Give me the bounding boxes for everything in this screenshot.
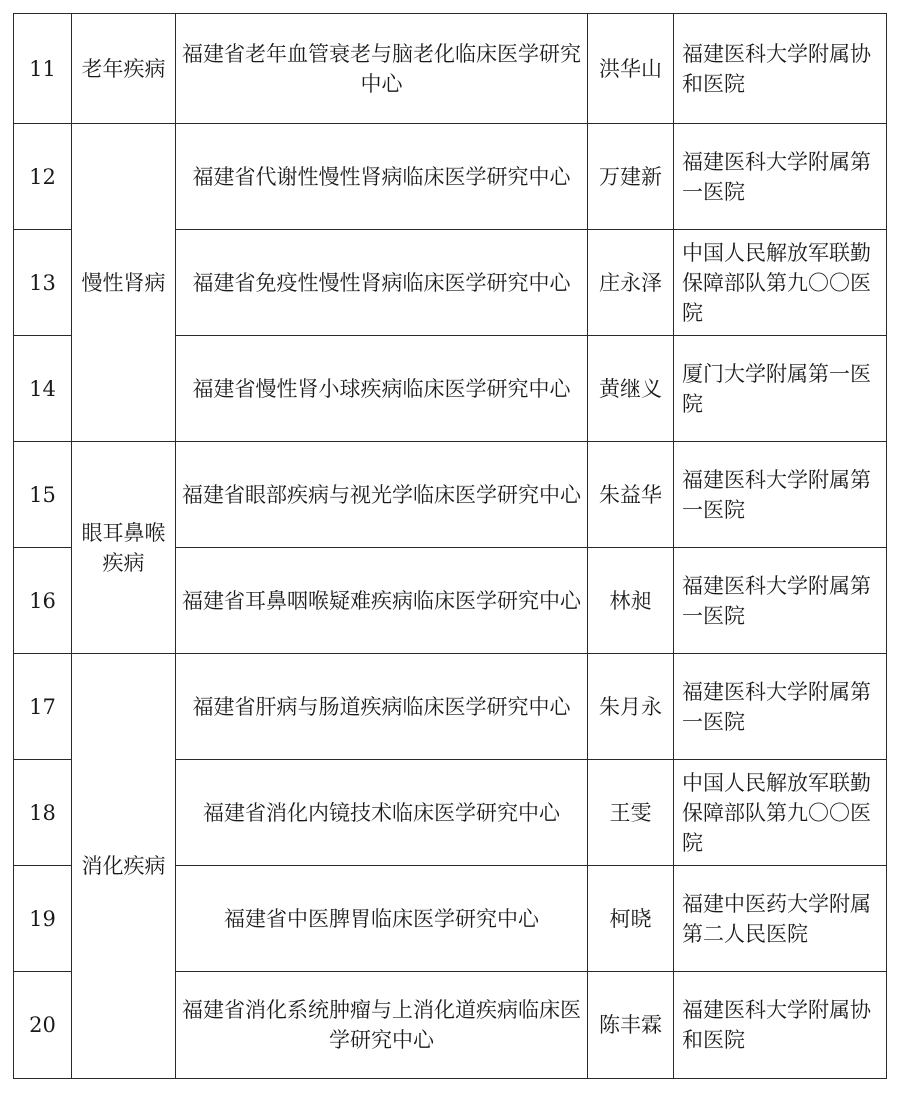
lead-person: 洪华山 [588, 14, 674, 124]
lead-person: 柯晓 [588, 866, 674, 972]
host-institution: 中国人民解放军联勤保障部队第九〇〇医院 [674, 230, 887, 336]
row-number: 12 [14, 124, 72, 230]
host-institution: 福建医科大学附属第一医院 [674, 548, 887, 654]
lead-person: 黄继义 [588, 336, 674, 442]
lead-person: 王雯 [588, 760, 674, 866]
host-institution: 厦门大学附属第一医院 [674, 336, 887, 442]
table-row [14, 14, 887, 124]
row-number: 16 [14, 548, 72, 654]
host-institution: 福建医科大学附属协和医院 [674, 14, 887, 124]
disease-category: 消化疾病 [72, 654, 176, 1079]
host-institution: 福建医科大学附属协和医院 [674, 972, 887, 1079]
lead-person: 庄永泽 [588, 230, 674, 336]
center-name: 福建省消化内镜技术临床医学研究中心 [176, 760, 588, 866]
host-institution: 福建医科大学附属第一医院 [674, 442, 887, 548]
disease-category: 老年疾病 [72, 14, 176, 124]
center-name: 福建省老年血管衰老与脑老化临床医学研究中心 [176, 14, 588, 124]
row-number: 17 [14, 654, 72, 760]
host-institution: 福建医科大学附属第一医院 [674, 124, 887, 230]
research-center-table [13, 13, 887, 1079]
disease-category: 眼耳鼻喉疾病 [72, 442, 176, 654]
center-name: 福建省中医脾胃临床医学研究中心 [176, 866, 588, 972]
row-number: 15 [14, 442, 72, 548]
lead-person: 朱益华 [588, 442, 674, 548]
lead-person: 万建新 [588, 124, 674, 230]
row-number: 18 [14, 760, 72, 866]
host-institution: 中国人民解放军联勤保障部队第九〇〇医院 [674, 760, 887, 866]
host-institution: 福建中医药大学附属第二人民医院 [674, 866, 887, 972]
center-name: 福建省代谢性慢性肾病临床医学研究中心 [176, 124, 588, 230]
row-number: 11 [14, 14, 72, 124]
host-institution: 福建医科大学附属第一医院 [674, 654, 887, 760]
row-number: 19 [14, 866, 72, 972]
row-number: 14 [14, 336, 72, 442]
center-name: 福建省免疫性慢性肾病临床医学研究中心 [176, 230, 588, 336]
lead-person: 朱月永 [588, 654, 674, 760]
center-name: 福建省眼部疾病与视光学临床医学研究中心 [176, 442, 588, 548]
center-name: 福建省消化系统肿瘤与上消化道疾病临床医学研究中心 [176, 972, 588, 1079]
table-row [14, 442, 887, 548]
table-row [14, 124, 887, 230]
center-name: 福建省肝病与肠道疾病临床医学研究中心 [176, 654, 588, 760]
row-number: 13 [14, 230, 72, 336]
center-name: 福建省耳鼻咽喉疑难疾病临床医学研究中心 [176, 548, 588, 654]
lead-person: 林昶 [588, 548, 674, 654]
row-number: 20 [14, 972, 72, 1079]
center-name: 福建省慢性肾小球疾病临床医学研究中心 [176, 336, 588, 442]
lead-person: 陈丰霖 [588, 972, 674, 1079]
disease-category: 慢性肾病 [72, 124, 176, 442]
table-row [14, 654, 887, 760]
